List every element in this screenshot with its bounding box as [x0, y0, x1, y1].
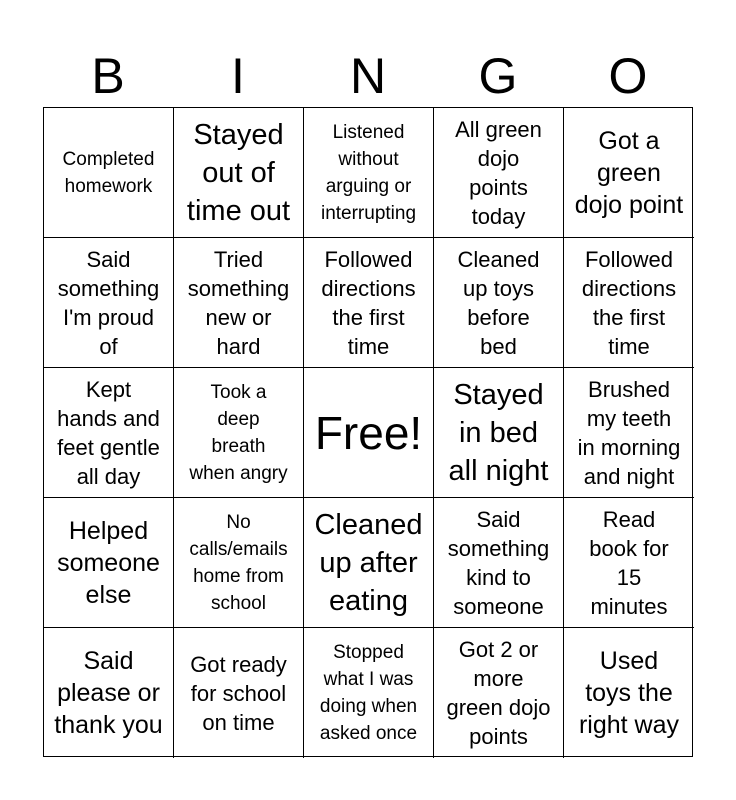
- bingo-card: [43, 107, 693, 757]
- bingo-cell[interactable]: Got 2 or more green dojo points: [434, 628, 564, 758]
- header-letter-n: N: [349, 48, 387, 104]
- bingo-cell[interactable]: Followed directions the first time: [564, 238, 694, 368]
- bingo-cell[interactable]: Brushed my teeth in morning and night: [564, 368, 694, 498]
- bingo-cell[interactable]: Completed homework: [44, 108, 174, 238]
- bingo-cell[interactable]: All green dojo points today: [434, 108, 564, 238]
- bingo-cell[interactable]: Stayed in bed all night: [434, 368, 564, 498]
- bingo-cell[interactable]: Used toys the right way: [578, 647, 680, 739]
- bingo-cell[interactable]: Stopped what I was doing when asked once: [304, 628, 434, 758]
- bingo-cell[interactable]: No calls/emails home from school: [174, 498, 304, 628]
- bingo-cell[interactable]: Tried something new or hard: [174, 238, 304, 368]
- bingo-cell[interactable]: Said please or thank you: [44, 628, 174, 758]
- bingo-cell[interactable]: Kept hands and feet gentle all day: [44, 368, 174, 498]
- bingo-cell[interactable]: Took a deep breath when angry: [174, 368, 304, 498]
- header-letter-o: O: [608, 48, 648, 104]
- bingo-cell[interactable]: Said something kind to someone: [434, 498, 564, 628]
- bingo-cell[interactable]: Helped someone else: [44, 498, 174, 628]
- bingo-cell[interactable]: Listened without arguing or interrupting: [304, 108, 434, 238]
- bingo-cell-free[interactable]: Free!: [304, 368, 434, 498]
- header-letter-i: I: [231, 48, 245, 104]
- bingo-cell[interactable]: Read book for 15 minutes: [564, 498, 694, 628]
- header-letter-b: B: [91, 48, 125, 104]
- bingo-cell[interactable]: Followed directions the first time: [304, 238, 434, 368]
- header-letter-g: G: [478, 48, 518, 104]
- bingo-cell[interactable]: Said something I'm proud of: [44, 238, 174, 368]
- bingo-cell[interactable]: Cleaned up toys before bed: [434, 238, 564, 368]
- bingo-cell[interactable]: Got ready for school on time: [174, 628, 304, 758]
- bingo-cell[interactable]: Got a green dojo point: [564, 108, 694, 238]
- bingo-cell[interactable]: Stayed out of time out: [174, 108, 304, 238]
- bingo-header: [43, 46, 693, 106]
- bingo-cell[interactable]: Cleaned up after eating: [304, 498, 434, 628]
